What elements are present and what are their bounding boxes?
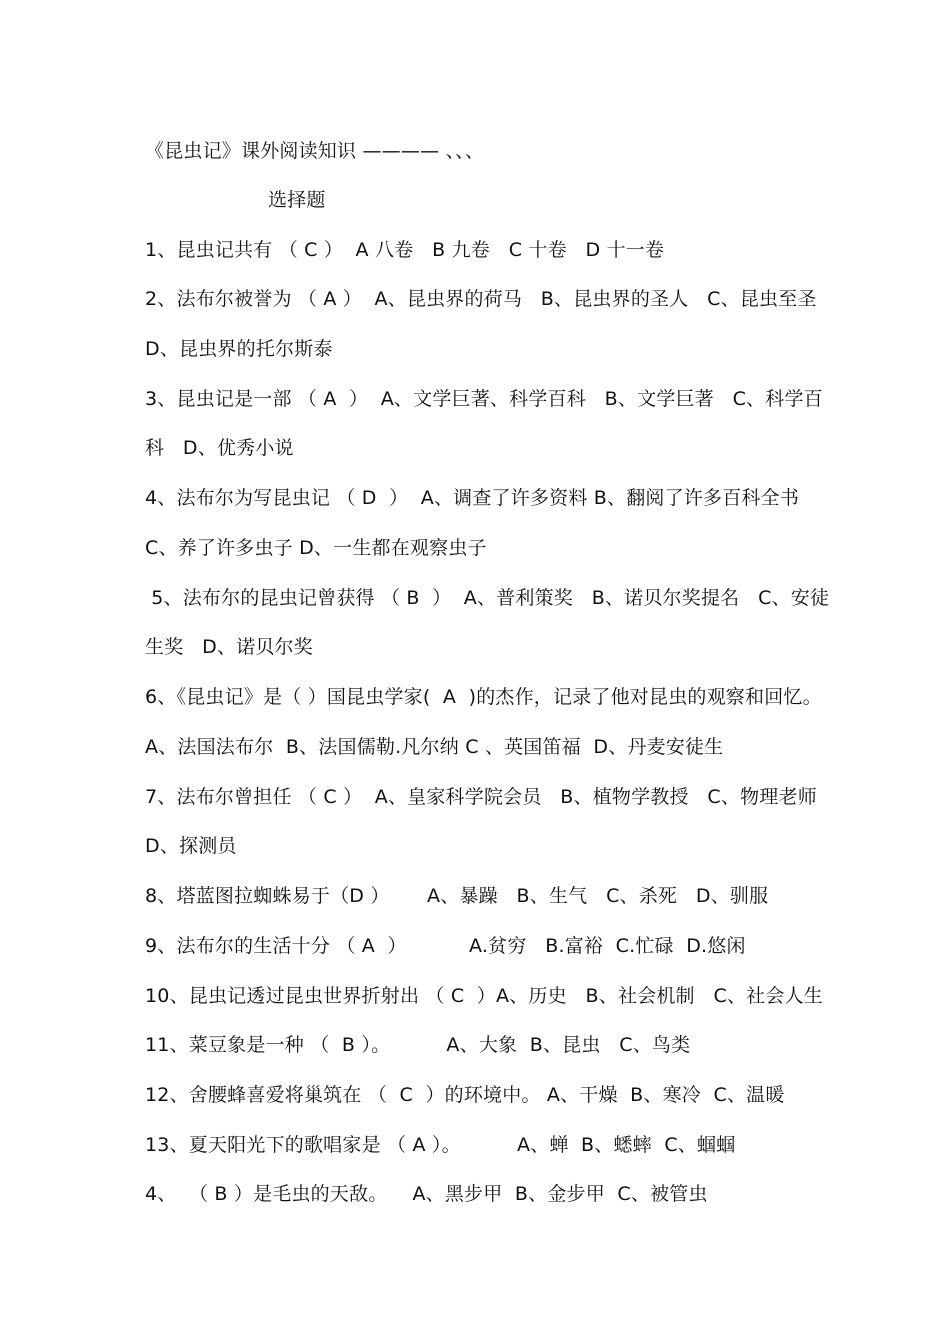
question-line: 3、昆虫记是一部 （ A ） A、文学巨著、科学百科 B、文学巨著 C、科学百 — [145, 388, 823, 410]
question-line: 9、法布尔的生活十分 （ A ） A.贫穷 B.富裕 C.忙碌 D.悠闲 — [145, 935, 746, 957]
question-line: 4、 （ B ）是毛虫的天敌。 A、黑步甲 B、金步甲 C、被管虫 — [145, 1183, 708, 1205]
question-line: 5、法布尔的昆虫记曾获得 （ B ） A、普利策奖 B、诺贝尔奖提名 C、安徒 — [145, 587, 830, 609]
question-line: A、法国法布尔 B、法国儒勒.凡尔纳 C 、英国笛福 D、丹麦安徒生 — [145, 736, 724, 758]
question-line: 生奖 D、诺贝尔奖 — [145, 636, 313, 658]
question-line: D、昆虫界的托尔斯泰 — [145, 338, 333, 360]
question-line: 12、舍腰蜂喜爱将巢筑在 （ C ）的环境中。 A、干燥 B、寒冷 C、温暖 — [145, 1084, 785, 1106]
question-line: 科 D、优秀小说 — [145, 437, 294, 459]
question-line: 4、法布尔为写昆虫记 （ D ） A、调查了许多资料 B、翻阅了许多百科全书 — [145, 487, 800, 509]
question-line: D、探测员 — [145, 835, 237, 857]
question-line: 7、法布尔曾担任 （ C ） A、皇家科学院会员 B、植物学教授 C、物理老师 — [145, 786, 817, 808]
question-line: 6、《昆虫记》是（ ）国昆虫学家( A )的杰作，记录了他对昆虫的观察和回忆。 — [145, 686, 822, 708]
section-heading: 选择题 — [268, 189, 326, 211]
question-line: 10、昆虫记透过昆虫世界折射出 （ C ）A、历史 B、社会机制 C、社会人生 — [145, 985, 823, 1007]
question-line: 13、夏天阳光下的歌唱家是 （ A ）。 A、蝉 B、蟋蟀 C、蝈蝈 — [145, 1134, 736, 1156]
question-line: 1、昆虫记共有 （ C ） A 八卷 B 九卷 C 十卷 D 十一卷 — [145, 239, 665, 261]
question-line: 11、菜豆象是一种 （ B ）。 A、大象 B、昆虫 C、鸟类 — [145, 1034, 691, 1056]
question-line: 8、塔蓝图拉蜘蛛易于（D ） A、暴躁 B、生气 C、杀死 D、驯服 — [145, 885, 769, 907]
question-line: 2、法布尔被誉为 （ A ） A、昆虫界的荷马 B、昆虫界的圣人 C、昆虫至圣 — [145, 288, 817, 310]
document-title: 《昆虫记》课外阅读知识 ———— 、、、 — [145, 140, 485, 162]
question-line: C、养了许多虫子 D、一生都在观察虫子 — [145, 537, 487, 559]
